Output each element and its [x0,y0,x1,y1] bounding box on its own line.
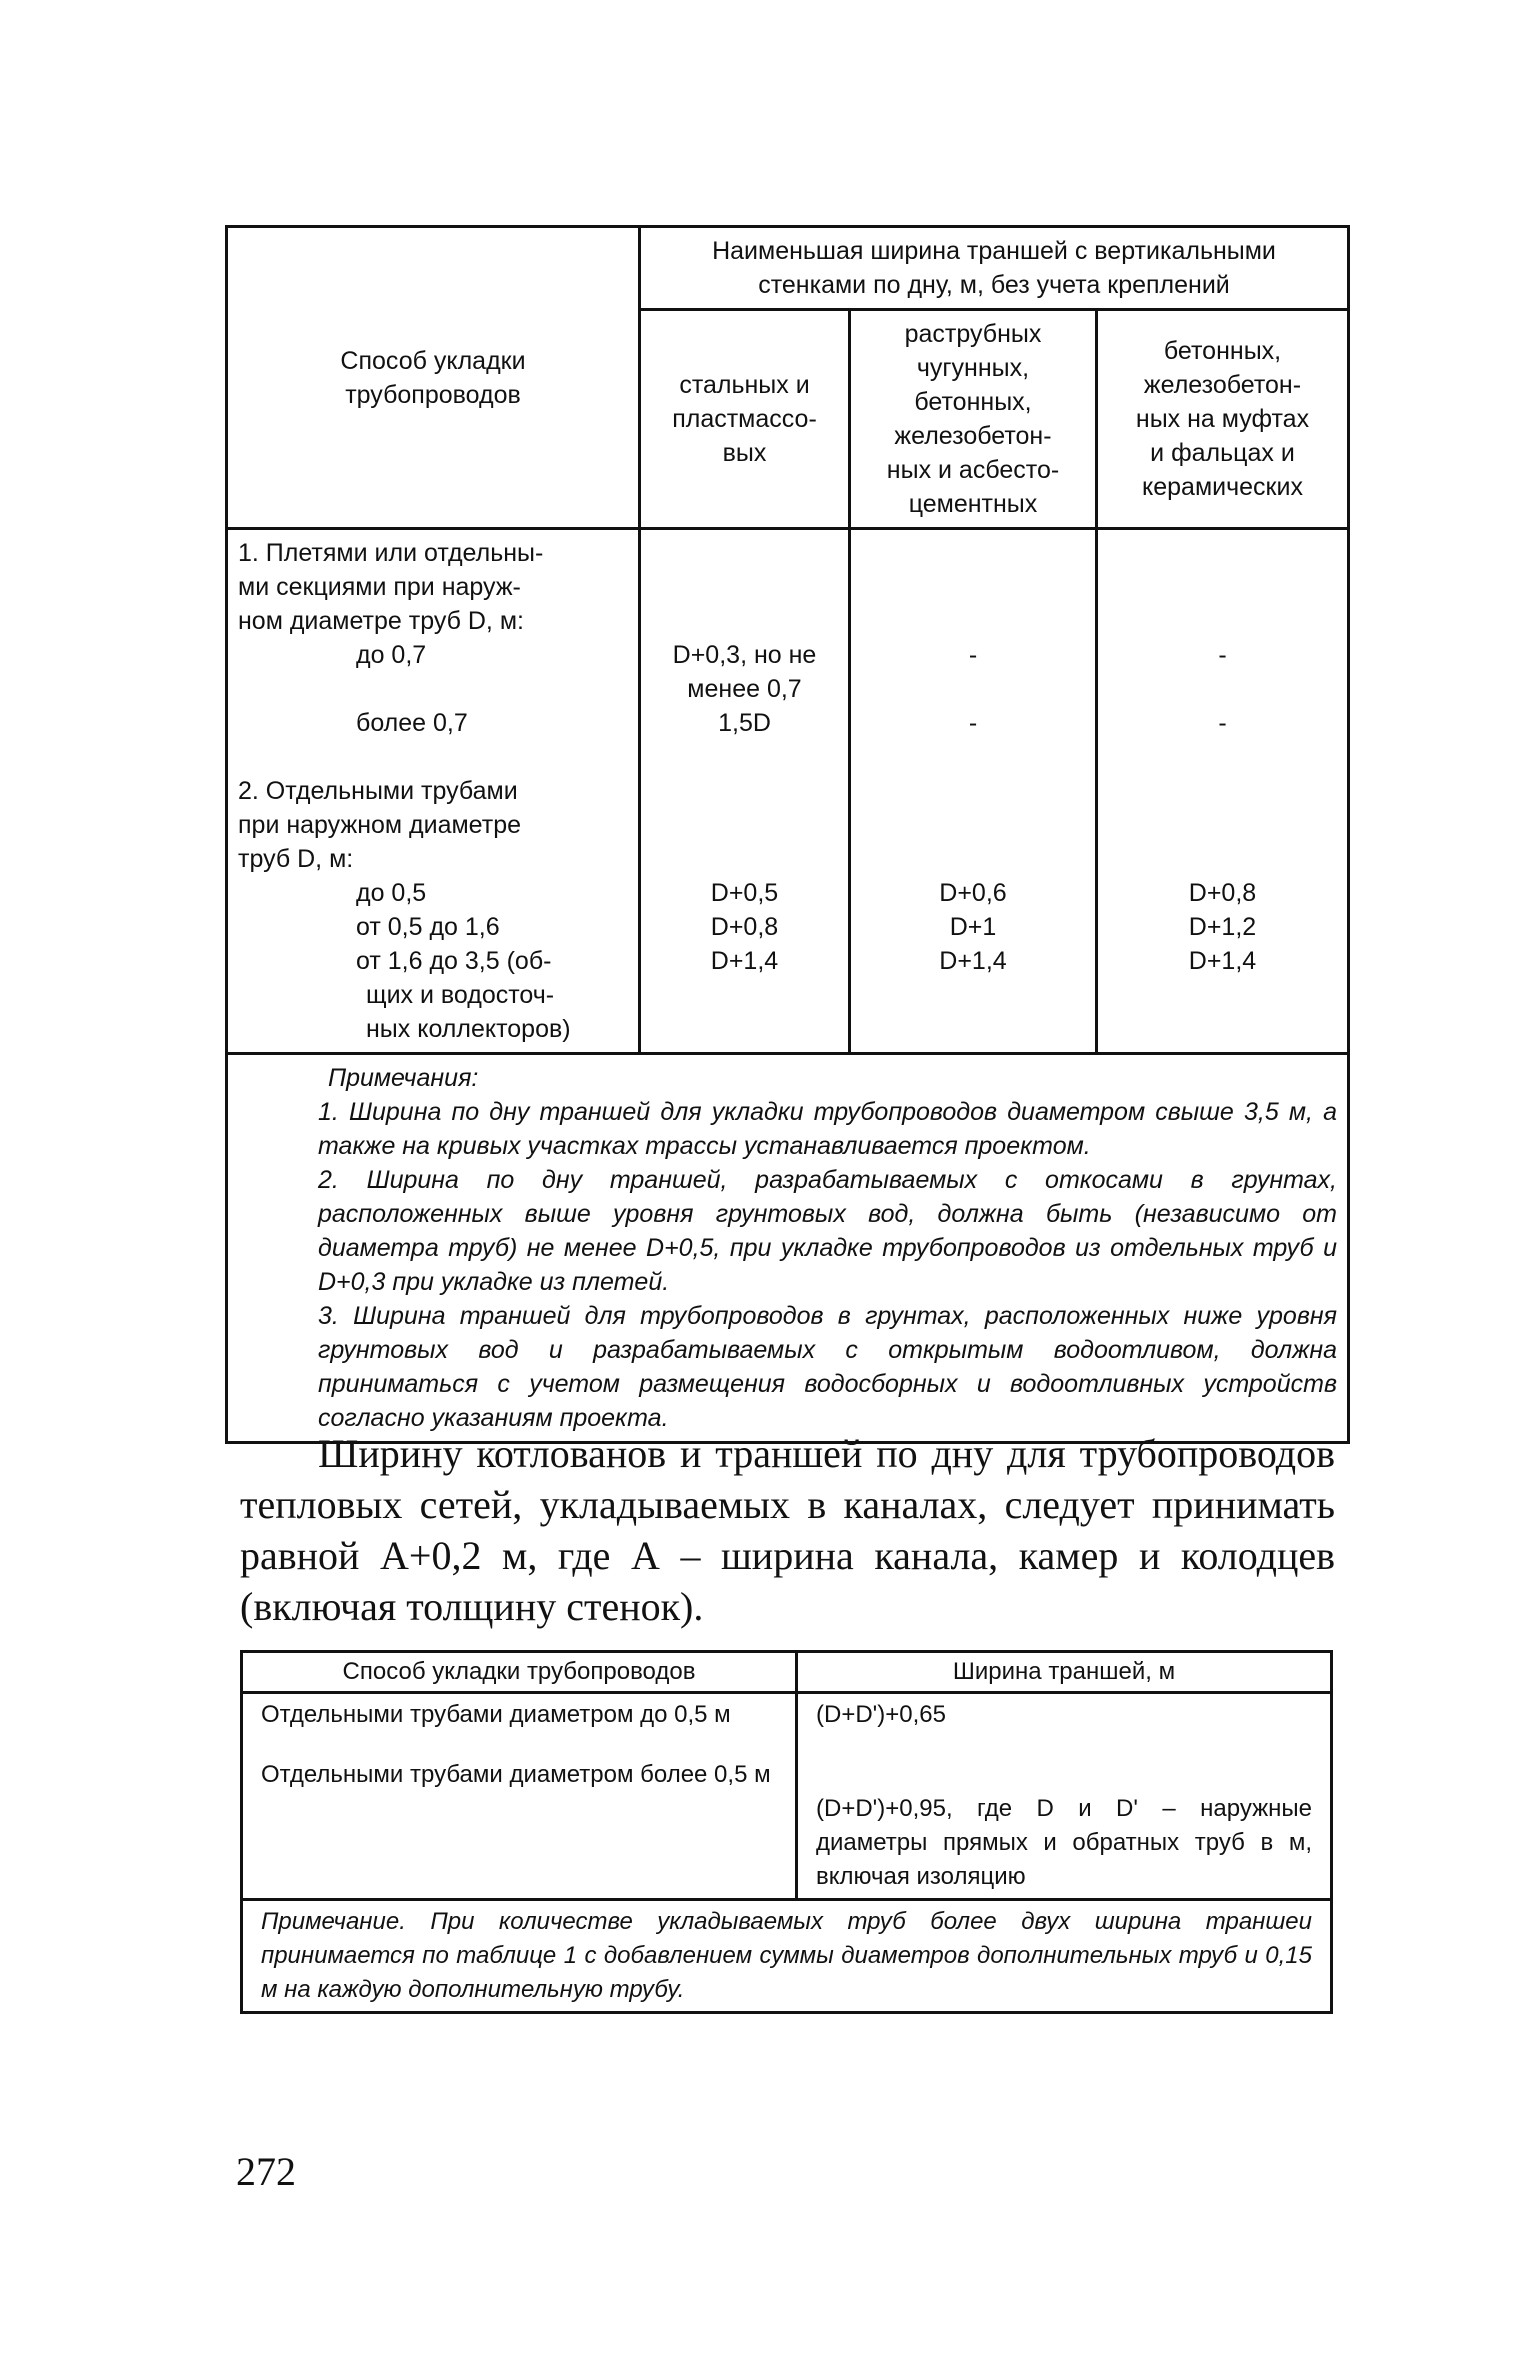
method-column-header: Способ укладки трубопроводов [227,227,640,529]
body-paragraph: Ширину котлованов и траншей по дну для трубопроводов тепловых сетей, укладываемых в каналах, следует принимать равной А+0,2 м, где А – ширина канала, камер и колодцев (включая толщину стенок). [240,1431,1335,1629]
table2-note: Примечание. При количестве укладываемых труб более двух ширина траншеи принимается по таблице 1 с добавлением суммы диаметров дополнительных труб и 0,15 м на каждую дополнительную трубу. [242,1900,1332,2013]
socket-values-cell: - - D+0,6 D+1 D+1,4 [850,529,1097,1054]
trench-width-table [225,225,1350,1444]
note-item: 1. Ширина по дну траншей для укладки трубопроводов диаметром свыше 3,5 м, а также на кривых участках трассы устанавливается проектом. [318,1098,1337,1160]
steel-values-cell: D+0,3, но не менее 0,7 1,5D D+0,5 D+0,8 D+1,4 [640,529,850,1054]
notes-header: Примечания: [328,1064,479,1092]
method-header: Способ укладки трубопроводов [242,1652,797,1693]
table1-notes-row [227,1054,1349,1443]
table2-body-row [242,1693,1332,1900]
heat-network-trench-table [240,1650,1333,2014]
width-header: Ширина траншей, м [797,1652,1332,1693]
table1-header-row-1 [227,227,1349,310]
row-width: (D+D')+0,95, где D и D' – наружные диаметры прямых и обратных труб в м, включая изоляцию [816,1795,1312,1890]
page-number: 272 [236,2149,296,2194]
table1-body-row [227,529,1349,1054]
socket-column-header: раструбных чугунных, бетонных, железобетон- ных и асбесто- цементных [850,310,1097,529]
row-method: Отдельными трубами диаметром до 0,5 м [261,1701,731,1728]
table2-header-row [242,1652,1332,1693]
row-method: Отдельными трубами диаметром более 0,5 м [261,1761,771,1788]
width-cell [797,1693,1332,1900]
table1-notes [227,1054,1349,1443]
note-item: 3. Ширина траншей для трубопроводов в грунтах, расположенных ниже уровня грунтовых вод и разрабатываемых с открытым водоотливом, должна приниматься с учетом размещения водосборных и водоотливных устройств согласно указаниям проекта. [318,1302,1337,1432]
width-group-header: Наименьшая ширина траншей с вертикальными стенками по дну, м, без учета креплений [640,227,1349,310]
concrete-values-cell: - - D+0,8 D+1,2 D+1,4 [1097,529,1349,1054]
note-item: 2. Ширина по дну траншей, разрабатываемых с откосами в грунтах, расположенных выше уровня грунтовых вод, должна быть (независимо от диаметра труб) не менее D+0,5, при укладке трубопроводов из отдельных труб и D+0,3 при укладке из плетей. [318,1166,1337,1296]
table2-note-row [242,1900,1332,2013]
steel-column-header: стальных и пластмассо- вых [640,310,850,529]
concrete-column-header: бетонных, железобетон- ных на муфтах и фальцах и керамических [1097,310,1349,529]
row-width: (D+D')+0,65 [816,1701,946,1728]
method-cell [242,1693,797,1900]
method-cell: 1. Плетями или отдельны- ми секциями при наруж- ном диаметре труб D, м: до 0,7 более 0,7 2. Отдельными трубами при наружном диаметре труб D, м: до 0,5 от 0,5 до 1,6 от 1,6 до 3,5 (об- щих и водосточ- ных коллекторов) [227,529,640,1054]
